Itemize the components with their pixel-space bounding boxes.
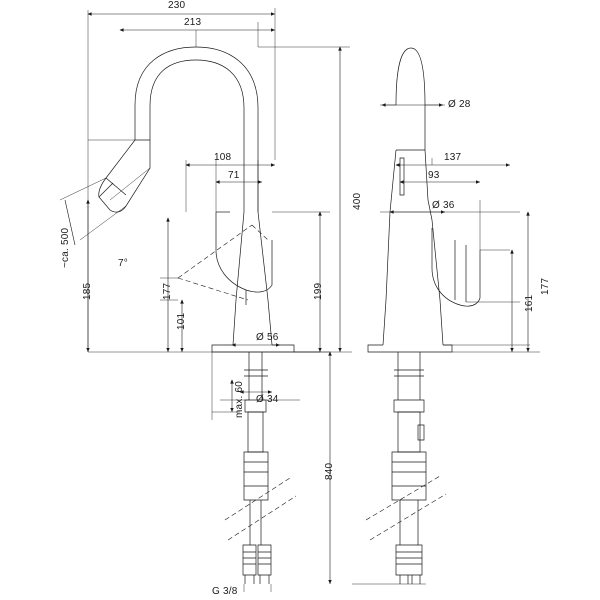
dim-max-thickness: max. 60 xyxy=(234,381,245,418)
dim-shank-diameter: Ø 34 xyxy=(256,394,279,405)
side-hidden-lines xyxy=(366,476,446,540)
dim-side-lever-height: 161 xyxy=(524,294,535,312)
dim-spout-diameter: Ø 28 xyxy=(448,99,471,110)
dim-overall-width: 230 xyxy=(168,0,186,11)
dim-handle-reach: 137 xyxy=(444,152,462,163)
dim-hose-length: 840 xyxy=(324,462,335,480)
dim-spray-head-width: 108 xyxy=(214,152,232,163)
dim-body-height: 199 xyxy=(313,282,324,300)
dim-pullout-note: ~ca. 500 xyxy=(60,227,71,268)
dim-body-diameter: Ø 36 xyxy=(432,200,455,211)
dim-handle-reach-inner: 93 xyxy=(428,170,440,181)
dim-lever-height: 177 xyxy=(162,282,173,300)
side-view-outline xyxy=(368,48,480,584)
front-view-outline xyxy=(99,47,294,584)
dim-spout-reach: 213 xyxy=(184,17,202,28)
dim-pullout-hose: 185 xyxy=(82,282,93,300)
dim-connection-thread: G 3/8 xyxy=(212,586,238,597)
dim-side-body-height: 177 xyxy=(540,277,551,295)
dim-spray-head-inner: 71 xyxy=(228,170,240,181)
dim-total-height: 400 xyxy=(352,192,363,210)
dim-base-diameter: Ø 56 xyxy=(256,332,279,343)
dim-lever-height-low: 101 xyxy=(176,312,187,330)
extension-lines xyxy=(60,8,540,592)
dim-lever-angle: 7° xyxy=(118,258,128,269)
